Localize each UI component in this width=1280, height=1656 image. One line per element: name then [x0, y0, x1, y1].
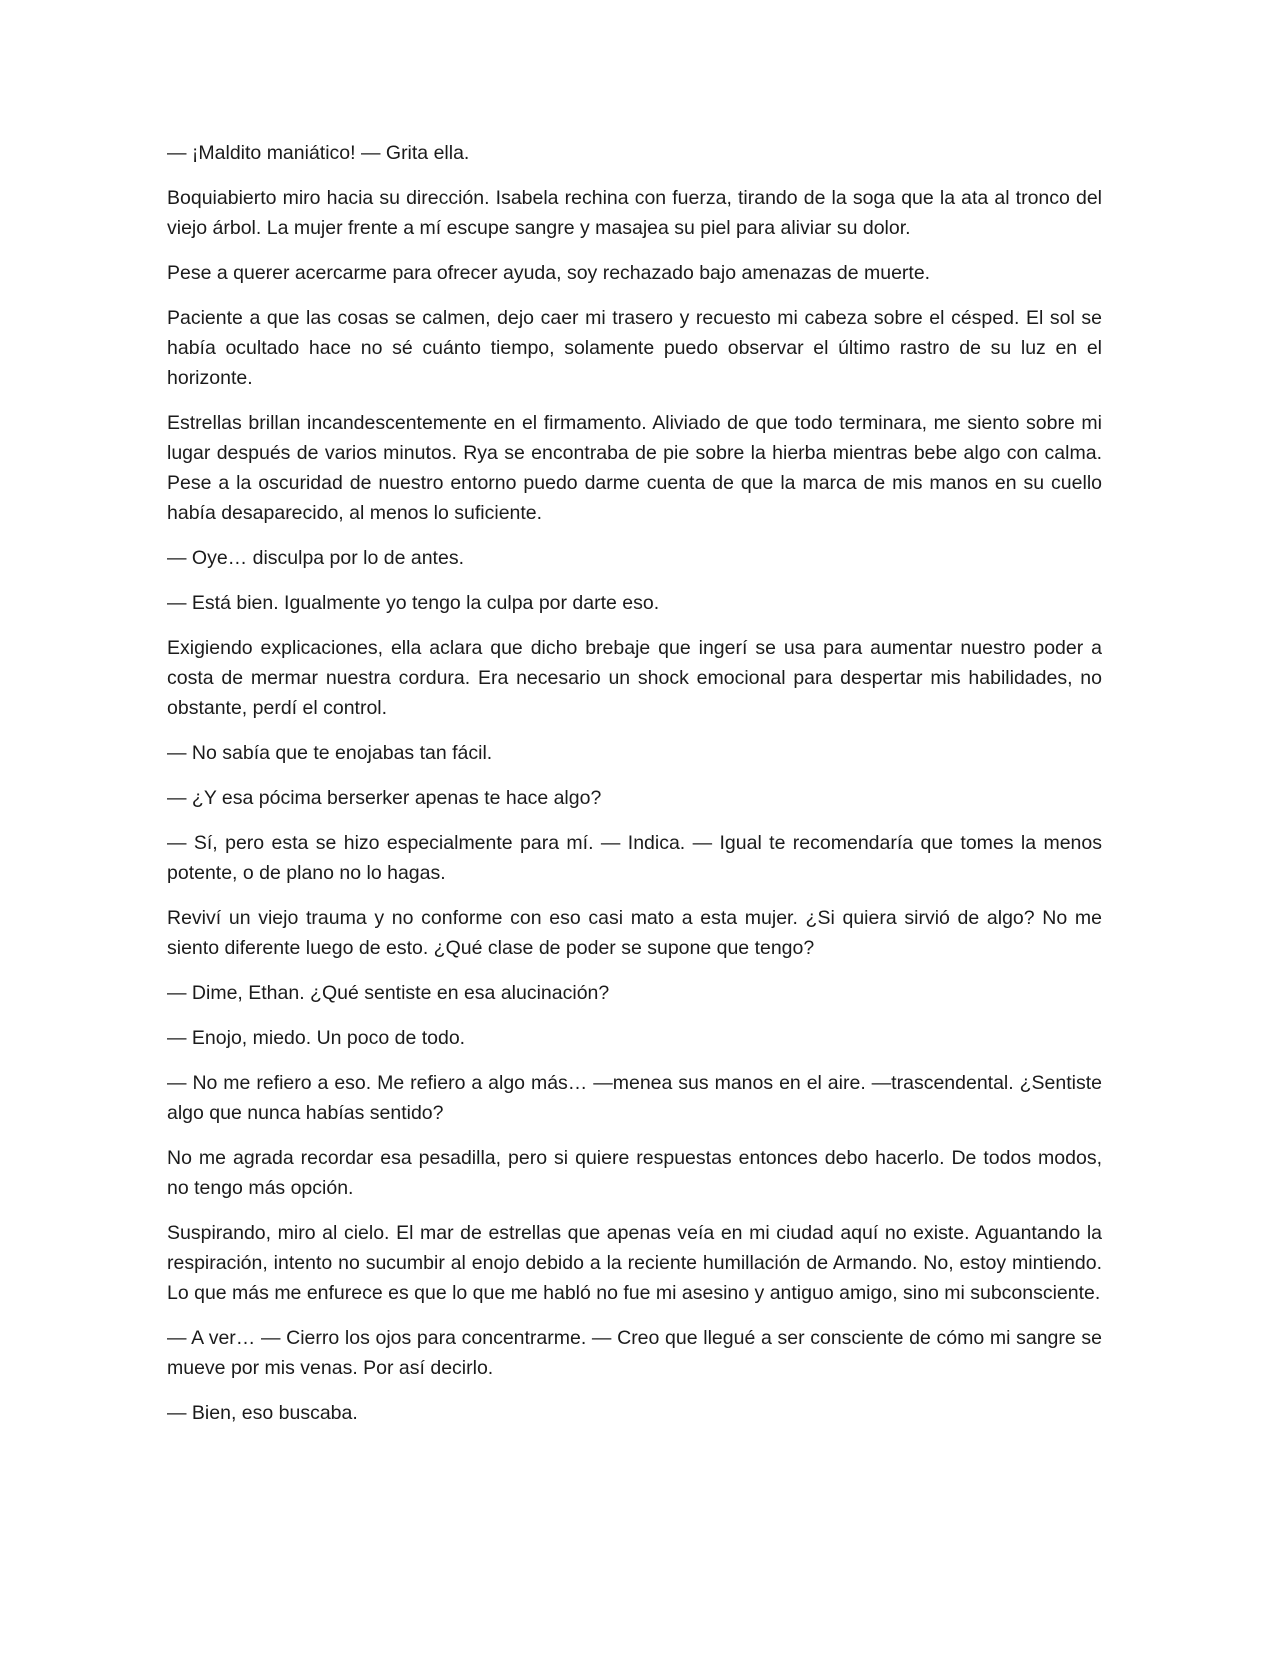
story-paragraph: Boquiabierto miro hacia su dirección. Isabela rechina con fuerza, tirando de la soga que la ata al tronco del viejo árbol. La mujer frente a mí escupe sangre y masajea su piel para aliviar su dolor. — [167, 187, 1102, 239]
story-paragraph: Suspirando, miro al cielo. El mar de estrellas que apenas veía en mi ciudad aquí no existe. Aguantando la respiración, intento no sucumbir al enojo debido a la reciente humillación de Armando. No, estoy mintiendo. Lo que más me enfurece es que lo que me habló no fue mi asesino y antiguo amigo, sino mi subconsciente. — [167, 1222, 1102, 1304]
document-text-block — [167, 138, 1102, 1443]
dialogue-line: — Oye… disculpa por lo de antes. — [167, 547, 464, 569]
dialogue-line: — Dime, Ethan. ¿Qué sentiste en esa alucinación? — [167, 982, 610, 1004]
story-paragraph: Reviví un viejo trauma y no conforme con eso casi mato a esta mujer. ¿Si quiera sirvió de algo? No me siento diferente luego de esto. ¿Qué clase de poder se supone que tengo? — [167, 907, 1102, 959]
story-paragraph: Pese a querer acercarme para ofrecer ayuda, soy rechazado bajo amenazas de muerte. — [167, 262, 931, 284]
dialogue-line: — No sabía que te enojabas tan fácil. — [167, 742, 493, 764]
dialogue-line: — Está bien. Igualmente yo tengo la culpa por darte eso. — [167, 592, 660, 614]
story-paragraph: Estrellas brillan incandescentemente en el firmamento. Aliviado de que todo terminara, me siento sobre mi lugar después de varios minutos. Rya se encontraba de pie sobre la hierba mientras bebe algo con calma. Pese a la oscuridad de nuestro entorno puedo darme cuenta de que la marca de mis manos en su cuello había desaparecido, al menos lo suficiente. — [167, 412, 1102, 524]
dialogue-line: — ¿Y esa pócima berserker apenas te hace algo? — [167, 787, 602, 809]
story-paragraph: Exigiendo explicaciones, ella aclara que dicho brebaje que ingerí se usa para aumentar nuestro poder a costa de mermar nuestra cordura. Era necesario un shock emocional para despertar mis habilidades, no obstante, perdí el control. — [167, 637, 1102, 719]
story-paragraph: Paciente a que las cosas se calmen, dejo caer mi trasero y recuesto mi cabeza sobre el césped. El sol se había ocultado hace no sé cuánto tiempo, solamente puedo observar el último rastro de su luz en el horizonte. — [167, 307, 1102, 389]
dialogue-line: — Enojo, miedo. Un poco de todo. — [167, 1027, 466, 1049]
story-paragraph: No me agrada recordar esa pesadilla, pero si quiere respuestas entonces debo hacerlo. De todos modos, no tengo más opción. — [167, 1147, 1102, 1199]
dialogue-line: — ¡Maldito maniático! — Grita ella. — [167, 142, 470, 164]
dialogue-line: — Bien, eso buscaba. — [167, 1402, 358, 1424]
dialogue-line: — No me refiero a eso. Me refiero a algo más… —menea sus manos en el aire. —trascendental. ¿Sentiste algo que nunca habías sentido? — [167, 1072, 1102, 1124]
dialogue-line: — Sí, pero esta se hizo especialmente para mí. — Indica. — Igual te recomendaría que tomes la menos potente, o de plano no lo hagas. — [167, 832, 1102, 884]
dialogue-line: — A ver… — Cierro los ojos para concentrarme. — Creo que llegué a ser consciente de cómo mi sangre se mueve por mis venas. Por así decirlo. — [167, 1327, 1102, 1379]
